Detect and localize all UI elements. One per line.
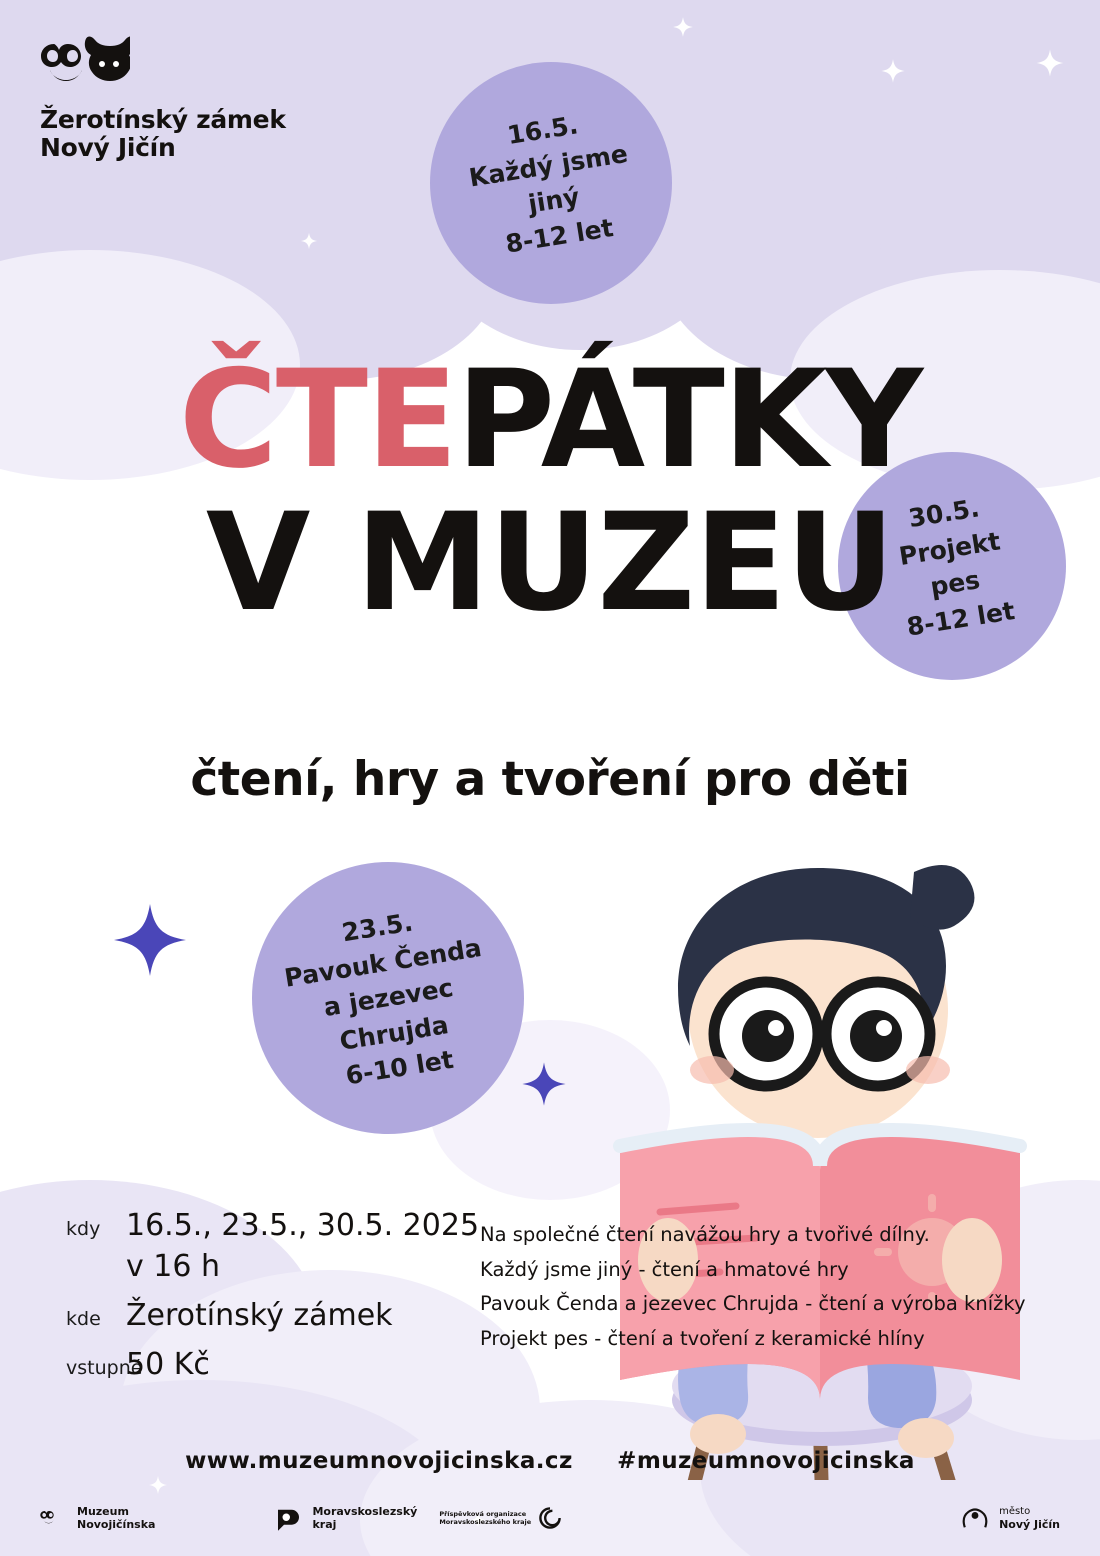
detail-where-label: kde	[66, 1308, 101, 1330]
sparkle-icon	[1035, 48, 1065, 78]
footer-logo-msk	[275, 1505, 417, 1531]
footer-org-text	[439, 1510, 531, 1526]
detail-where-value: Žerotínský zámek	[126, 1298, 393, 1333]
detail-where	[66, 1298, 479, 1333]
illustration-child-reading	[560, 820, 1080, 1480]
footer-logo-sub: Nový Jičín	[999, 1518, 1060, 1532]
brand-logo[interactable]	[40, 34, 286, 162]
detail-when	[66, 1208, 479, 1243]
footer-org-name: Příspěvková organizace	[439, 1509, 527, 1518]
footer-org-sub: Moravskoslezského kraje	[439, 1518, 532, 1526]
program-line: Na společné čtení navážou hry a tvořivé dílny.	[480, 1223, 930, 1246]
city-crest-icon	[958, 1503, 992, 1533]
footer-logo-muzeum	[40, 1505, 155, 1531]
hashtag-label: #muzeumnovojicinska	[617, 1448, 915, 1474]
program-line: Každý jsme jiný - čtení a hmatové hry	[480, 1257, 849, 1281]
museum-sheep-logo-icon	[40, 34, 286, 96]
program-line: Projekt pes - čtení a tvoření z keramické hlíny	[480, 1327, 925, 1351]
brand-logo-line1: Žerotínský zámek	[40, 105, 286, 134]
footer-logo-sub: Novojičínska	[77, 1518, 156, 1531]
footer-links	[0, 1448, 1100, 1474]
program-description	[480, 1218, 1026, 1357]
detail-when-value: 16.5., 23.5., 30.5. 2025	[126, 1208, 480, 1243]
event-details	[66, 1208, 479, 1388]
title-accent-word: ČTE	[178, 341, 457, 498]
sparkle-icon	[110, 900, 190, 980]
footer-logo-name: město	[999, 1506, 1031, 1518]
brand-logo-text	[40, 106, 286, 162]
website-link[interactable]: www.muzeumnovojicinska.cz	[185, 1448, 573, 1474]
event-bubble-30-5[interactable]	[838, 452, 1066, 680]
circle-swirl-icon	[538, 1506, 562, 1530]
title-line-2: V MUZEU	[205, 484, 895, 641]
footer-logo-organization	[439, 1506, 562, 1530]
msk-shield-icon	[275, 1505, 305, 1531]
event-bubble-text: 16.5. Každý jsme jiný 8-12 let	[466, 110, 630, 259]
event-bubble-23-5[interactable]	[252, 862, 524, 1134]
footer-logo-name: Muzeum	[77, 1504, 129, 1518]
title-rest-word: PÁTKY	[456, 341, 922, 498]
museum-sheep-logo-icon	[40, 1507, 70, 1529]
sparkle-icon	[300, 232, 318, 250]
sparkle-icon	[880, 58, 906, 84]
sparkle-icon	[672, 16, 694, 38]
program-line: Pavouk Čenda a jezevec Chrujda - čtení a výroba knížky	[480, 1292, 1026, 1316]
footer-logo-text	[999, 1504, 1060, 1531]
detail-when-label: kdy	[66, 1218, 101, 1240]
brand-logo-line2: Nový Jičín	[40, 133, 176, 162]
event-bubble-16-5[interactable]	[430, 62, 672, 304]
detail-price-label: vstupné	[66, 1357, 143, 1379]
detail-price	[66, 1347, 479, 1382]
footer-logo-city	[958, 1503, 1060, 1533]
footer-logo-text	[77, 1505, 155, 1531]
footer-logo-text	[312, 1505, 417, 1531]
footer-logo-sub: kraj	[312, 1518, 337, 1531]
event-bubble-text: 30.5. Projekt pes 8-12 let	[896, 493, 1017, 642]
detail-when-time: v 16 h	[126, 1249, 221, 1284]
event-bubble-text: 23.5. Pavouk Čenda a jezevec Chrujda 6-10 let	[281, 907, 483, 1091]
footer-logo-bar	[0, 1490, 1100, 1546]
poster-subtitle: čtení, hry a tvoření pro děti	[190, 752, 910, 807]
detail-price-value: 50 Kč	[126, 1347, 210, 1382]
footer-logo-name: Moravskoslezský	[312, 1504, 418, 1518]
